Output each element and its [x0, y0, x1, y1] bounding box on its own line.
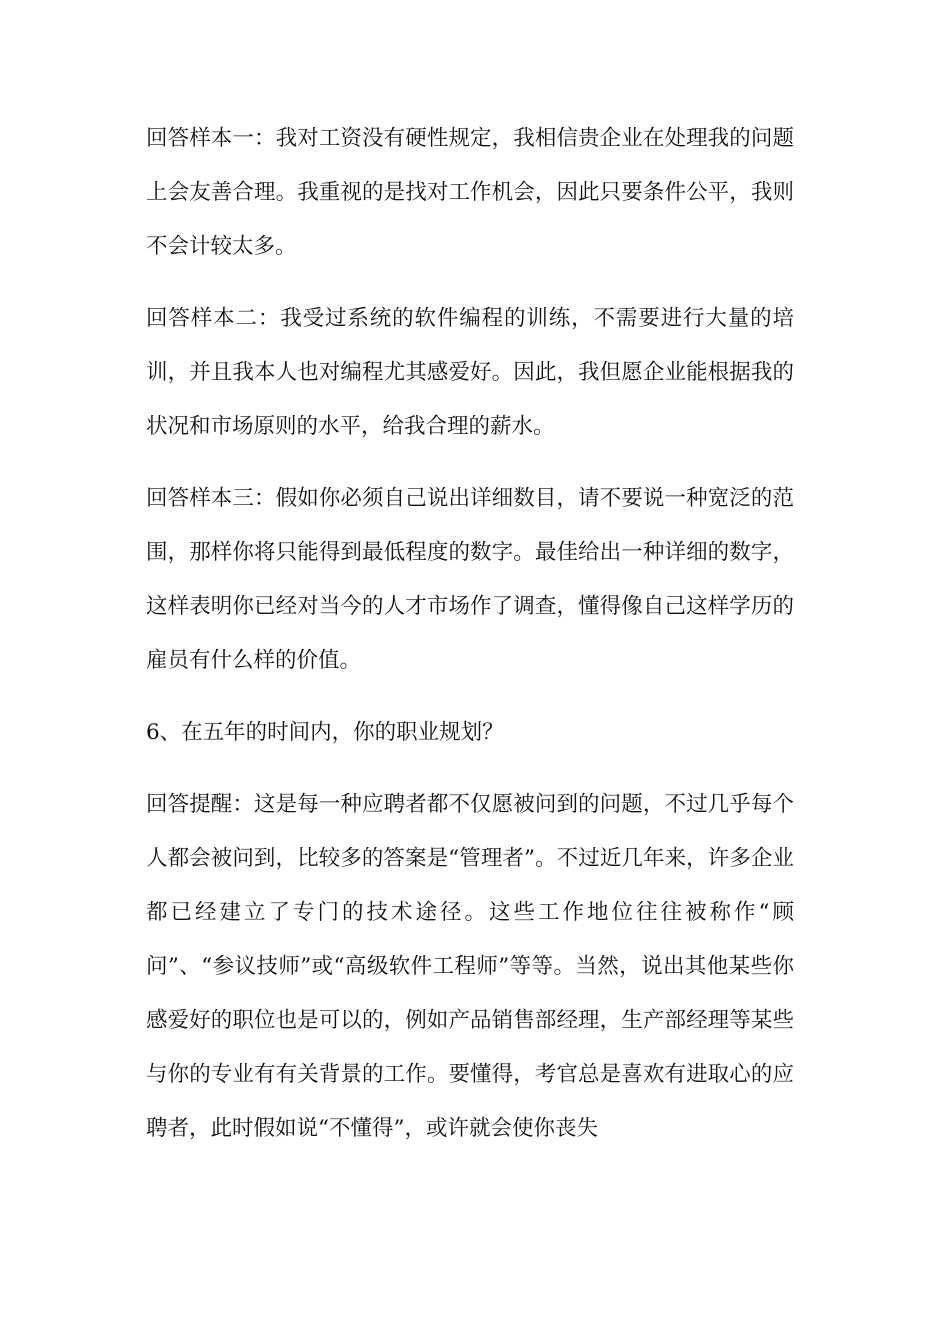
question-heading: 6、在五年的时间内，你的职业规划？: [146, 720, 504, 745]
paragraph-answer-sample-3: 回答样本三：假如你必须自己说出详细数目，请不要说一种宽泛的范围，那样你将只能得到最低程度的数字。最佳给出一种详细的数字，这样表明你已经对当今的人才市场作了调查，懂得像自己这样学历的雇员有什么样的价值。: [146, 486, 794, 673]
paragraph-answer-sample-2: 回答样本二：我受过系统的软件编程的训练，不需要进行大量的培训，并且我本人也对编程尤其感爱好。因此，我但愿企业能根据我的状况和市场原则的水平，给我合理的薪水。: [146, 306, 794, 439]
paragraph-answer-tip: 回答提醒：这是每一种应聘者都不仅愿被问到的问题，不过几乎每个人都会被问到，比较多的答案是“管理者”。不过近几年来，许多企业都已经建立了专门的技术途径。这些工作地位往往被称作“顾问”、“参议技师”或“高级软件工程师”等等。当然，说出其他某些你感爱好的职位也是可以的，例如产品销售部经理，生产部经理等某些与你的专业有有关背景的工作。要懂得，考官总是喜欢有进取心的应聘者，此时假如说“不懂得”，或许就会使你丧失: [146, 792, 794, 1141]
document-body: [146, 112, 794, 1174]
paragraph-answer-sample-1: 回答样本一：我对工资没有硬性规定，我相信贵企业在处理我的问题上会友善合理。我重视的是找对工作机会，因此只要条件公平，我则不会计较太多。: [146, 126, 794, 259]
